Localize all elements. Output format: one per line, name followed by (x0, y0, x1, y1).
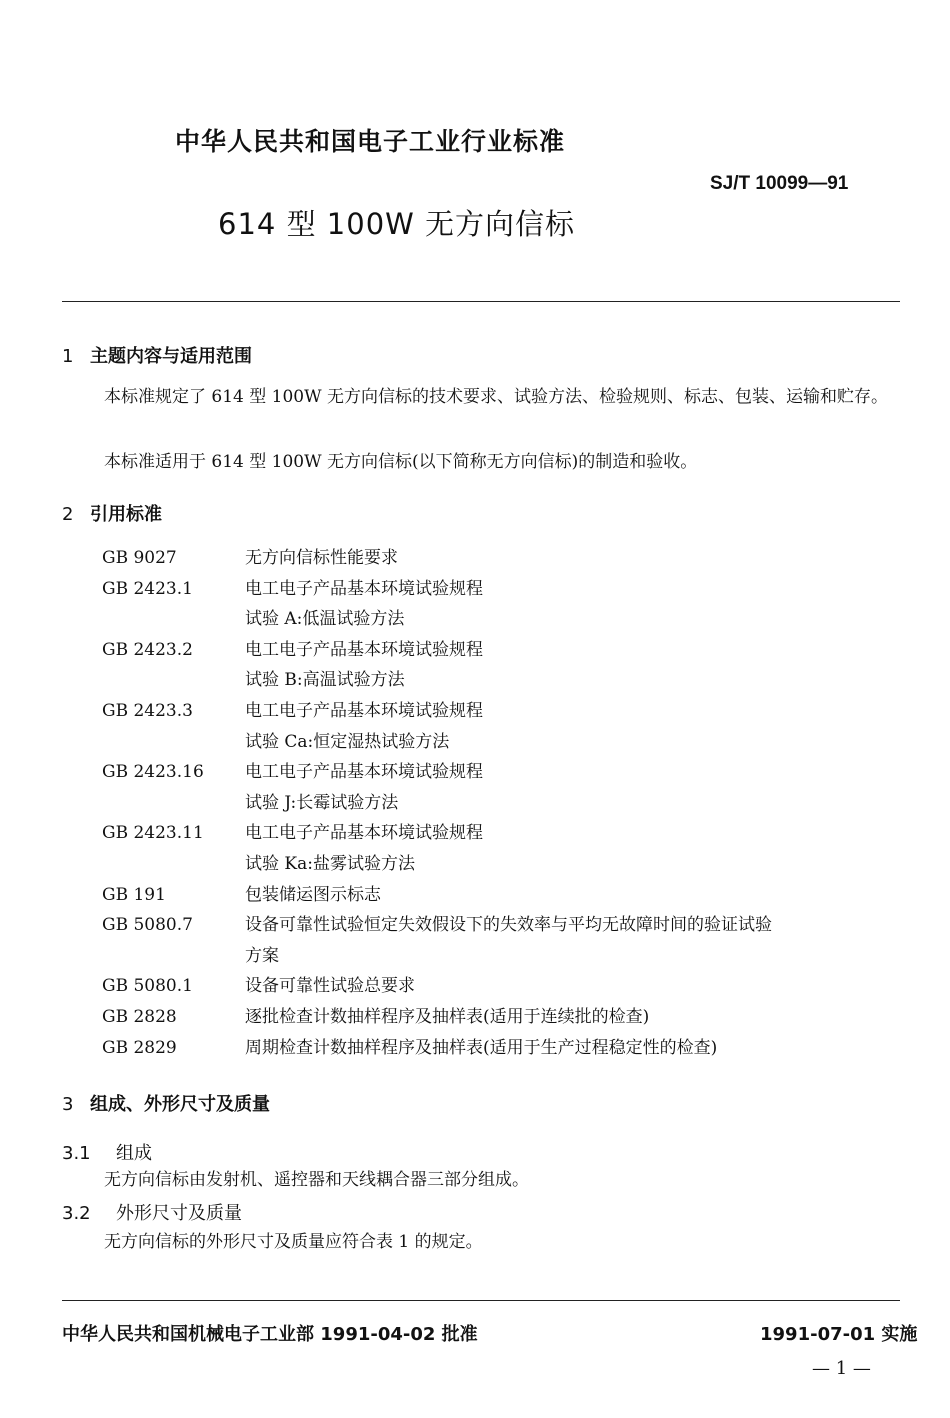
reference-row (102, 788, 772, 819)
footer-divider (62, 1300, 900, 1301)
subsection-number: 3.2 (62, 1203, 91, 1224)
subsection-3-1-text: 无方向信标由发射机、遥控器和天线耦合器三部分组成。 (104, 1170, 529, 1190)
reference-code (102, 727, 245, 758)
reference-code (102, 849, 245, 880)
reference-code: GB 2423.11 (102, 823, 204, 844)
reference-list (102, 543, 772, 1063)
section-3-heading (62, 1090, 270, 1116)
reference-code: GB 191 (102, 884, 166, 905)
reference-title: 周期检查计数抽样程序及抽样表(适用于生产过程稳定性的检查) (245, 1037, 718, 1058)
section-title: 引用标准 (90, 504, 162, 525)
reference-code: GB 2423.1 (102, 578, 193, 599)
reference-row (102, 849, 772, 880)
reference-title: 电工电子产品基本环境试验规程 (245, 639, 483, 660)
issuing-ministry: 中华人民共和国电子工业行业标准 (175, 127, 566, 156)
section-number: 3 (62, 1094, 74, 1115)
reference-title: 试验 A:低温试验方法 (245, 609, 405, 630)
reference-code: GB 2829 (102, 1037, 177, 1058)
section-title: 主题内容与适用范围 (90, 346, 252, 367)
reference-code: GB 2423.16 (102, 762, 204, 783)
subsection-title: 组成 (116, 1143, 152, 1164)
subsection-3-2-text: 无方向信标的外形尺寸及质量应符合表 1 的规定。 (104, 1232, 483, 1252)
reference-title: 试验 Ca:恒定湿热试验方法 (245, 731, 450, 752)
section-1-heading (62, 342, 252, 368)
reference-title: 试验 J:长霉试验方法 (245, 792, 399, 813)
page-number: — 1 — (812, 1358, 871, 1379)
reference-code (102, 604, 245, 635)
reference-row (102, 543, 772, 574)
reference-title: 设备可靠性试验总要求 (245, 976, 415, 997)
section-2-heading (62, 500, 162, 526)
reference-title: 包装储运图示标志 (245, 884, 381, 905)
reference-row (102, 665, 772, 696)
section-1-paragraph-1: 本标准规定了 614 型 100W 无方向信标的技术要求、试验方法、检验规则、标志、包装、运输和贮存。 (104, 387, 888, 407)
reference-row (102, 1033, 772, 1064)
subsection-number: 3.1 (62, 1143, 91, 1164)
subsection-3-1-heading (62, 1139, 152, 1165)
reference-row (102, 635, 772, 666)
section-title: 组成、外形尺寸及质量 (90, 1094, 270, 1115)
reference-code: GB 5080.1 (102, 976, 193, 997)
section-number: 2 (62, 504, 74, 525)
reference-row (102, 696, 772, 727)
reference-title: 无方向信标性能要求 (245, 548, 398, 568)
reference-code: GB 2423.3 (102, 700, 193, 721)
reference-title: 电工电子产品基本环境试验规程 (245, 700, 483, 721)
reference-row (102, 971, 772, 1002)
subsection-3-2-heading (62, 1199, 242, 1225)
reference-row (102, 604, 772, 635)
reference-title: 电工电子产品基本环境试验规程 (245, 578, 483, 599)
reference-row (102, 757, 772, 788)
reference-row (102, 574, 772, 605)
reference-code: GB 5080.7 (102, 915, 193, 936)
document-title: 614 型 100W 无方向信标 (218, 207, 576, 241)
subsection-title: 外形尺寸及质量 (116, 1203, 242, 1224)
reference-code: GB 9027 (102, 548, 177, 568)
reference-title: 电工电子产品基本环境试验规程 (245, 762, 483, 783)
effective-date: 1991-07-01 实施 (760, 1324, 918, 1345)
reference-code: GB 2423.2 (102, 639, 193, 660)
header-divider (62, 301, 900, 302)
reference-title: 试验 Ka:盐雾试验方法 (245, 853, 415, 874)
reference-code (102, 941, 245, 972)
section-1-paragraph-2: 本标准适用于 614 型 100W 无方向信标(以下简称无方向信标)的制造和验收。 (104, 452, 698, 472)
reference-code (102, 665, 245, 696)
reference-row (102, 1002, 772, 1033)
reference-row (102, 880, 772, 911)
reference-title: 试验 B:高温试验方法 (245, 670, 405, 691)
reference-title: 方案 (245, 945, 279, 966)
reference-code (102, 788, 245, 819)
section-number: 1 (62, 346, 74, 367)
approval-line: 中华人民共和国机械电子工业部 1991-04-02 批准 (62, 1324, 478, 1345)
reference-row (102, 941, 772, 972)
reference-row (102, 727, 772, 758)
reference-row (102, 818, 772, 849)
reference-title: 设备可靠性试验恒定失效假设下的失效率与平均无故障时间的验证试验 (245, 915, 772, 936)
reference-title: 电工电子产品基本环境试验规程 (245, 823, 483, 844)
reference-code: GB 2828 (102, 1006, 177, 1027)
standard-code: SJ/T 10099—91 (710, 173, 849, 194)
reference-row (102, 910, 772, 941)
reference-title: 逐批检查计数抽样程序及抽样表(适用于连续批的检查) (245, 1006, 650, 1027)
